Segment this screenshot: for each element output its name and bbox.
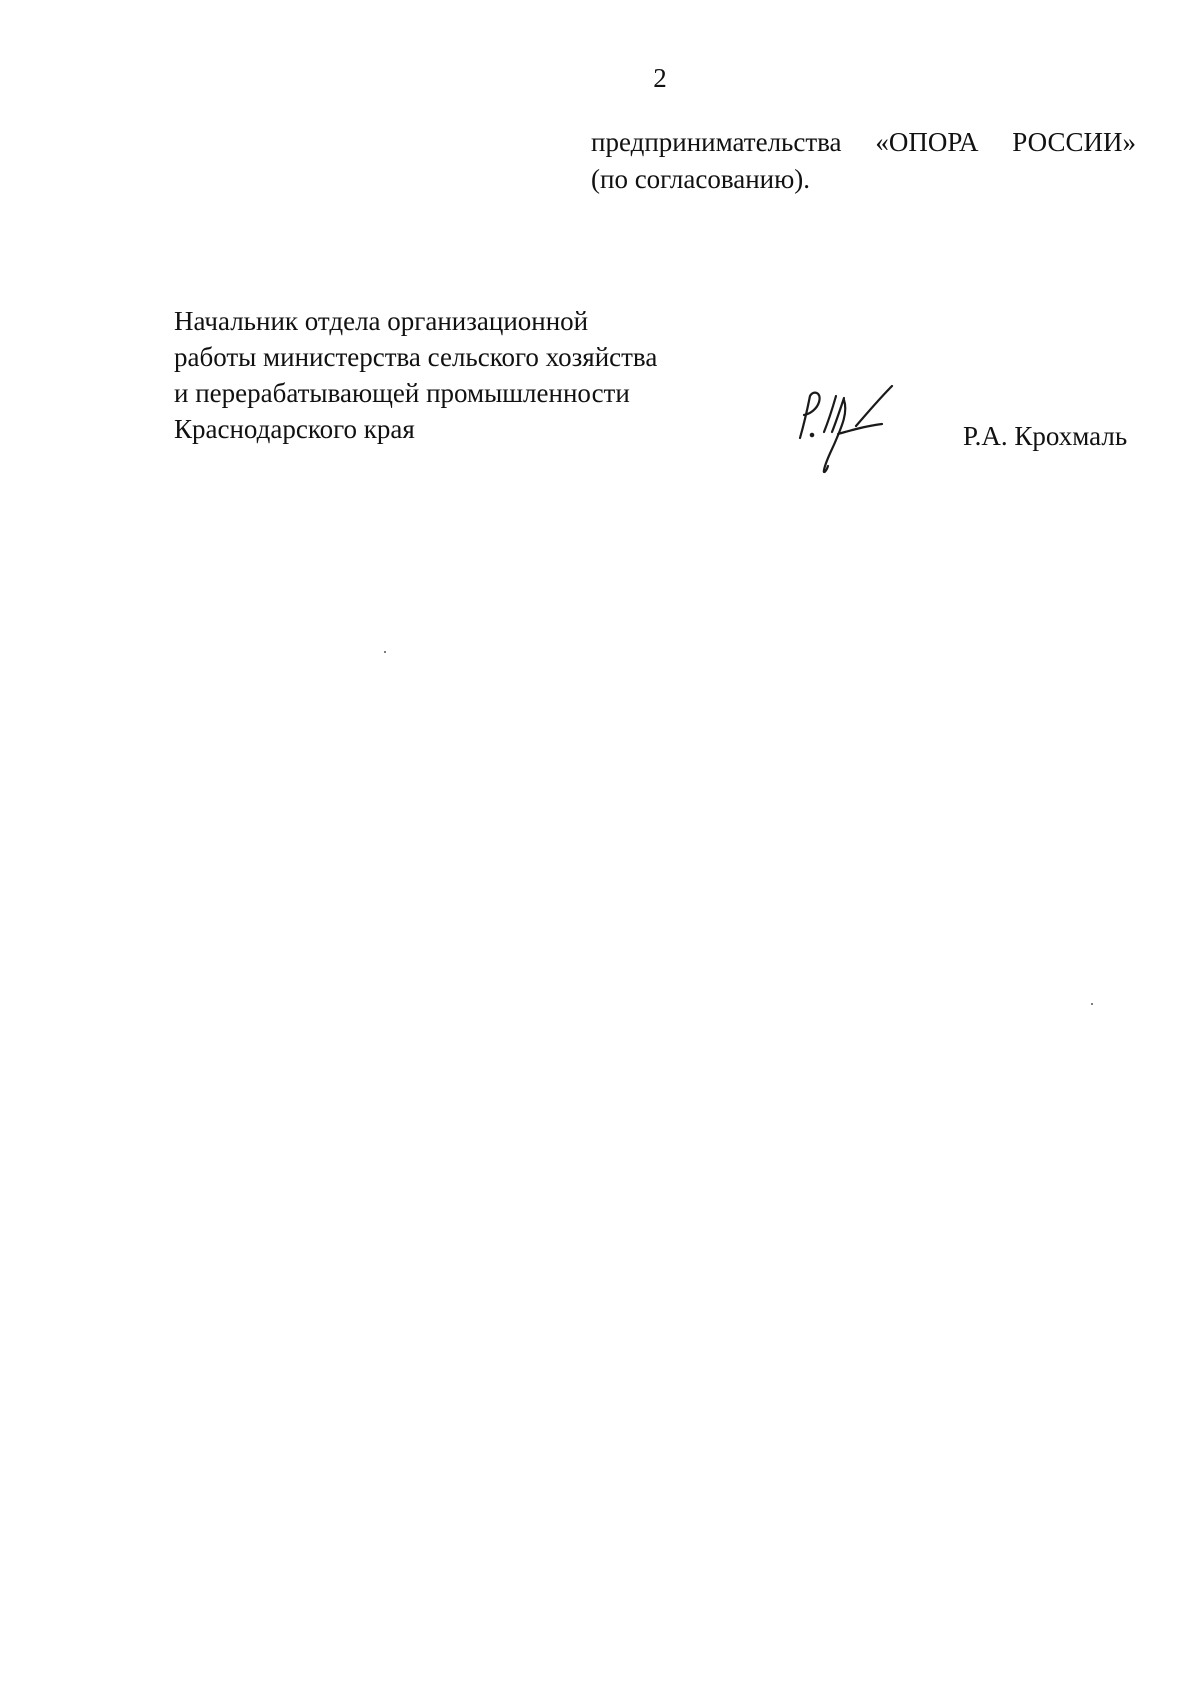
page-number: 2 — [653, 63, 667, 93]
continuation-line-2: (по согласованию). — [591, 164, 811, 194]
signer-title-line: работы министерства сельского хозяйства — [174, 342, 658, 372]
continuation-text — [591, 124, 1136, 198]
signer-title-line: Краснодарского края — [174, 414, 415, 444]
scan-speck — [1091, 1003, 1093, 1005]
signer-title — [174, 303, 694, 447]
signer-title-line: Начальник отдела организационной — [174, 306, 589, 336]
signature-icon — [786, 384, 916, 484]
continuation-line-1: предпринимательства «ОПОРА РОССИИ» — [591, 127, 1136, 157]
signer-title-line: и перерабатывающей промышленности — [174, 378, 630, 408]
signer-name: Р.А. Крохмаль — [963, 421, 1128, 451]
scan-speck — [384, 651, 386, 653]
